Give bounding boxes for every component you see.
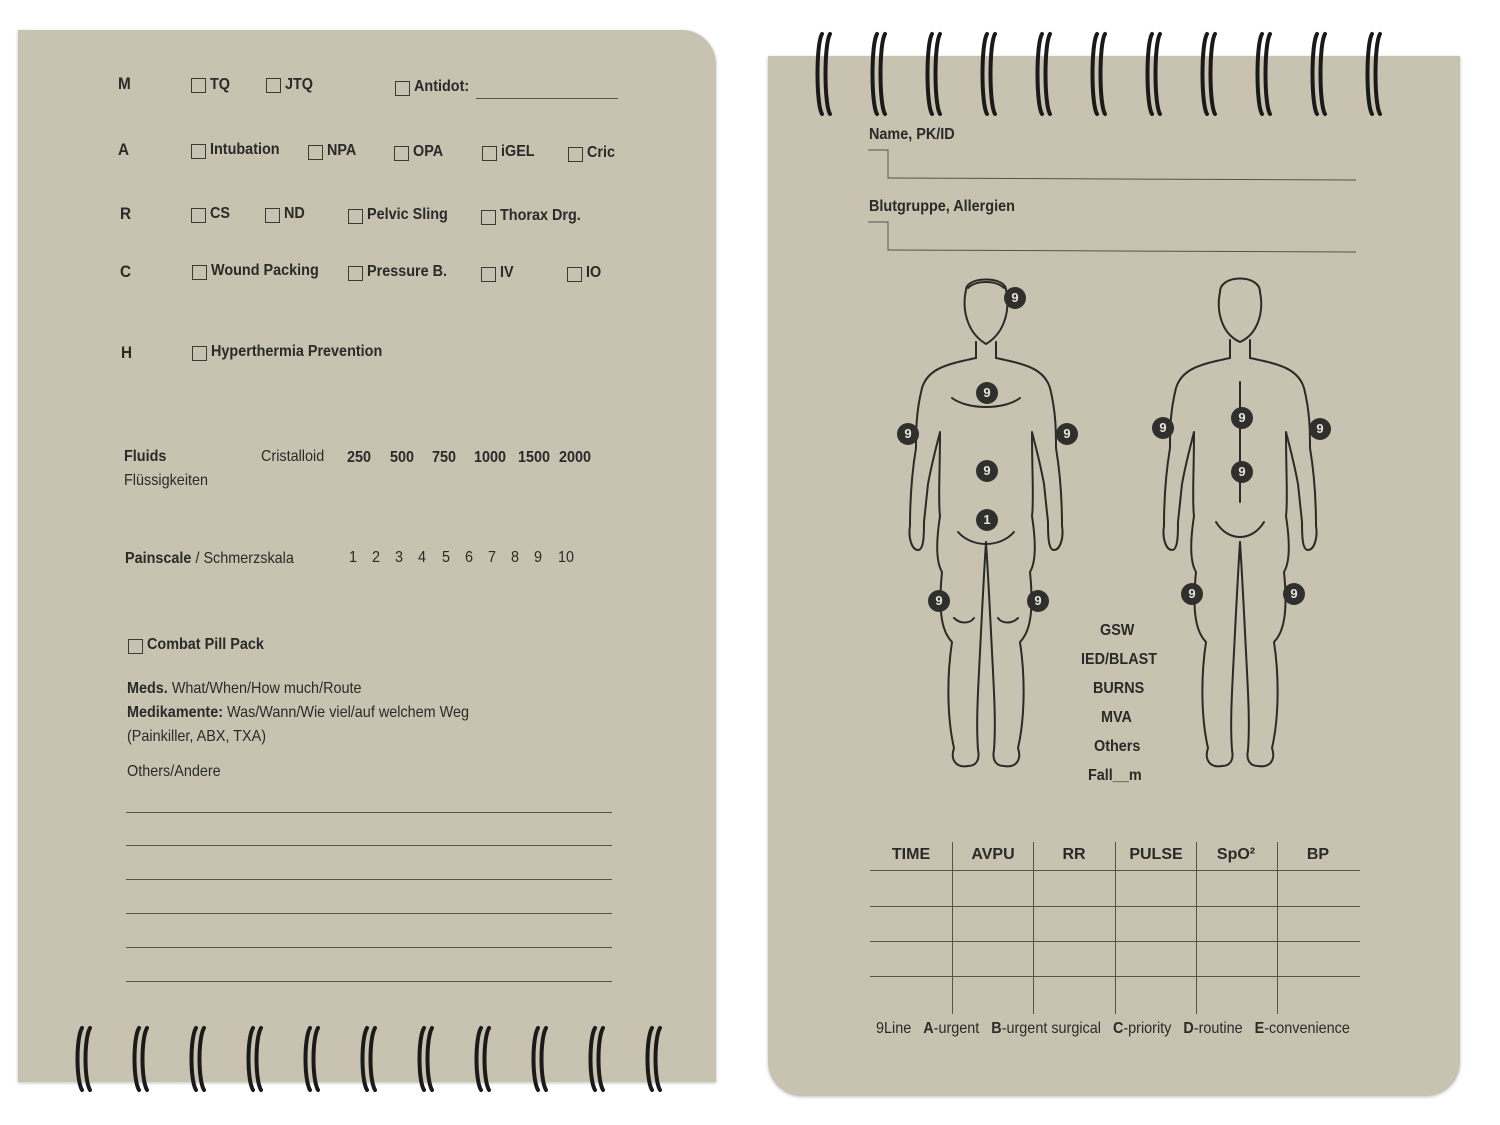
pain-value-10[interactable]: 10: [558, 549, 575, 566]
mechanism-burns[interactable]: BURNS: [1093, 680, 1145, 697]
label-tq: TQ: [210, 76, 230, 93]
marker-front-groin[interactable]: 1: [976, 509, 998, 531]
pain-value-4[interactable]: 4: [418, 549, 427, 566]
checkbox-tq[interactable]: [191, 78, 206, 93]
checkbox-io[interactable]: [567, 267, 582, 282]
meds-label-en: Meds.: [127, 680, 168, 697]
marker-back-left-thigh[interactable]: 9: [1283, 583, 1305, 605]
checkbox-opa[interactable]: [394, 146, 409, 161]
table-col-divider: [1277, 842, 1278, 1014]
fluids-subtitle: Flüssigkeiten: [124, 472, 209, 489]
checkbox-cs[interactable]: [191, 208, 206, 223]
spiral-coil: [1093, 34, 1098, 114]
table-col-divider: [1196, 842, 1197, 1014]
spiral-coil: [1266, 34, 1271, 114]
spiral-coil: [936, 34, 941, 114]
name-id-field[interactable]: [868, 148, 1358, 182]
meds-text-en: What/When/How much/Route: [171, 680, 362, 697]
spiral-coil: [192, 1028, 197, 1090]
spiral-coil: [363, 1028, 368, 1090]
meds-examples: (Painkiller, ABX, TXA): [127, 728, 266, 745]
march-letter-a: A: [118, 140, 130, 159]
label-cs: CS: [210, 205, 231, 222]
marker-back-upper[interactable]: 9: [1231, 407, 1253, 429]
write-line-5[interactable]: [126, 947, 612, 948]
write-line-2[interactable]: [126, 845, 612, 846]
spiral-coil: [485, 1028, 490, 1090]
checkbox-jtq[interactable]: [266, 78, 281, 93]
checkbox-combat-pill-pack[interactable]: [128, 639, 143, 654]
marker-front-chest[interactable]: 9: [976, 382, 998, 404]
right-notebook-page: [768, 56, 1460, 1096]
label-pelvic-sling: Pelvic Sling: [367, 206, 448, 223]
spiral-coil: [1156, 34, 1161, 114]
nine-line-key-b: B: [991, 1020, 1002, 1037]
checkbox-iv[interactable]: [481, 267, 496, 282]
checkbox-nd[interactable]: [265, 208, 280, 223]
marker-back-right-thigh[interactable]: 9: [1181, 583, 1203, 605]
checkbox-igel[interactable]: [482, 146, 497, 161]
mechanism-mva[interactable]: MVA: [1101, 709, 1132, 726]
mechanism-others[interactable]: Others: [1094, 738, 1141, 755]
mechanism-ied-blast[interactable]: IED/BLAST: [1081, 651, 1158, 668]
spiral-coil: [991, 34, 996, 114]
marker-back-right-arm[interactable]: 9: [1152, 417, 1174, 439]
nine-line-key-a: A: [923, 1020, 934, 1037]
spiral-coil: [1313, 34, 1318, 114]
painscale-separator: /: [191, 550, 204, 567]
label-io: IO: [586, 264, 602, 281]
spiral-coil: [135, 1028, 140, 1090]
meds-text-de: Was/Wann/Wie viel/auf welchem Weg: [227, 704, 469, 721]
spiral-coil: [1046, 34, 1051, 114]
right-spiral-binding: [808, 28, 1420, 124]
painscale-subtitle: Schmerzskala: [203, 550, 294, 567]
col-header-spo2: SpO²: [1216, 846, 1256, 863]
fluid-volume-750[interactable]: 750: [432, 449, 457, 466]
nine-line-text-c: -priority: [1123, 1020, 1172, 1037]
fluid-volume-1500[interactable]: 1500: [518, 449, 551, 466]
left-spiral-binding: [60, 1018, 690, 1100]
spiral-coil: [599, 1028, 604, 1090]
spiral-coil: [826, 34, 831, 114]
pain-value-3[interactable]: 3: [395, 549, 404, 566]
label-cric: Cric: [587, 144, 616, 161]
label-thorax-drg: Thorax Drg.: [500, 207, 581, 224]
pain-value-7[interactable]: 7: [488, 549, 497, 566]
mechanism-gsw[interactable]: GSW: [1100, 622, 1135, 639]
marker-front-head[interactable]: 9: [1004, 287, 1026, 309]
march-letter-h: H: [121, 343, 133, 362]
fluids-title: Fluids: [124, 448, 167, 465]
spiral-coil: [1038, 34, 1043, 114]
nine-line-key-c: C: [1112, 1020, 1124, 1037]
write-line-1[interactable]: [126, 812, 612, 813]
pain-value-8[interactable]: 8: [511, 549, 520, 566]
pain-value-5[interactable]: 5: [442, 549, 451, 566]
checkbox-npa[interactable]: [308, 145, 323, 160]
back-body-outline: [1163, 279, 1316, 767]
label-pressure-b: Pressure B.: [367, 263, 448, 280]
fluid-volume-1000[interactable]: 1000: [474, 449, 507, 466]
spiral-coil: [306, 1028, 311, 1090]
march-letter-m: M: [118, 74, 131, 93]
mechanism-fall[interactable]: Fall__m: [1088, 767, 1142, 784]
checkbox-pressure-b[interactable]: [348, 266, 363, 281]
spiral-coil: [983, 34, 988, 114]
march-letter-c: C: [120, 262, 132, 281]
label-jtq: JTQ: [285, 76, 314, 93]
label-nd: ND: [284, 205, 305, 222]
label-npa: NPA: [327, 142, 357, 159]
spiral-coil: [1148, 34, 1153, 114]
painscale-title: Painscale: [125, 550, 192, 567]
fluids-type: Cristalloid: [261, 448, 325, 465]
label-wound-packing: Wound Packing: [211, 262, 319, 279]
pain-value-9[interactable]: 9: [534, 549, 543, 566]
name-id-label: Name, PK/ID: [869, 126, 955, 143]
spiral-coil: [428, 1028, 433, 1090]
write-line-6[interactable]: [126, 981, 612, 982]
spiral-coil: [249, 1028, 254, 1090]
meds-others: Others/Andere: [127, 763, 221, 780]
spiral-coil: [1368, 34, 1373, 114]
nine-line-text-b: -urgent surgical: [1001, 1020, 1101, 1037]
pain-value-6[interactable]: 6: [465, 549, 474, 566]
spiral-coil: [648, 1028, 653, 1090]
meds-label-de: Medikamente:: [127, 704, 224, 721]
col-header-bp: BP: [1306, 846, 1330, 863]
nine-line-text-a: -urgent: [933, 1020, 980, 1037]
spiral-coil: [200, 1028, 205, 1090]
pain-value-2[interactable]: 2: [372, 549, 381, 566]
label-hyperthermia-prevention: Hyperthermia Prevention: [211, 343, 383, 360]
left-notebook-page: [18, 30, 716, 1082]
nine-line-legend: [876, 1020, 1350, 1038]
marker-front-abdomen[interactable]: 9: [976, 460, 998, 482]
painscale-label: [125, 550, 294, 568]
nine-line-text-d: -routine: [1193, 1020, 1243, 1037]
label-antidot: Antidot:: [414, 78, 470, 95]
checkbox-thorax-drg[interactable]: [481, 210, 496, 225]
spiral-coil: [542, 1028, 547, 1090]
blood-allergy-field[interactable]: [868, 220, 1358, 254]
checkbox-antidot[interactable]: [395, 81, 410, 96]
blood-allergy-label: Blutgruppe, Allergien: [869, 198, 1015, 215]
spiral-coil: [257, 1028, 262, 1090]
marker-front-right-thigh[interactable]: 9: [928, 590, 950, 612]
col-header-pulse: PULSE: [1129, 846, 1183, 863]
spiral-coil: [1258, 34, 1263, 114]
fluid-volume-250[interactable]: 250: [347, 449, 372, 466]
spiral-coil: [371, 1028, 376, 1090]
spiral-coil: [1376, 34, 1381, 114]
write-line-3[interactable]: [126, 879, 612, 880]
spiral-coil: [420, 1028, 425, 1090]
nine-line-key-d: D: [1183, 1020, 1194, 1037]
marker-front-left-arm[interactable]: 9: [1056, 423, 1078, 445]
pain-value-1[interactable]: 1: [349, 549, 358, 566]
nine-line-text-e: -convenience: [1264, 1020, 1350, 1037]
spiral-coil: [1101, 34, 1106, 114]
meds-line-en: [127, 680, 361, 698]
spiral-coil: [818, 34, 823, 114]
nine-line-key-e: E: [1254, 1020, 1265, 1037]
fluid-volume-2000[interactable]: 2000: [559, 449, 592, 466]
marker-back-lower[interactable]: 9: [1231, 461, 1253, 483]
label-combat-pill-pack: Combat Pill Pack: [147, 636, 264, 653]
label-igel: iGEL: [501, 143, 535, 160]
table-col-divider: [1033, 842, 1034, 1014]
spiral-coil: [656, 1028, 661, 1090]
fluid-volume-500[interactable]: 500: [390, 449, 415, 466]
table-col-divider: [952, 842, 953, 1014]
spiral-coil: [1203, 34, 1208, 114]
checkbox-wound-packing[interactable]: [192, 265, 207, 280]
meds-line-de: [127, 704, 469, 722]
spiral-coil: [1211, 34, 1216, 114]
label-opa: OPA: [413, 143, 444, 160]
spiral-coil: [591, 1028, 596, 1090]
antidot-write-line[interactable]: [476, 98, 618, 99]
spiral-coil: [1321, 34, 1326, 114]
table-col-divider: [1115, 842, 1116, 1014]
marker-front-right-arm[interactable]: 9: [897, 423, 919, 445]
checkbox-cric[interactable]: [568, 147, 583, 162]
nine-line-label: 9Line: [876, 1020, 912, 1037]
col-header-avpu: AVPU: [971, 846, 1015, 863]
write-line-4[interactable]: [126, 913, 612, 914]
spiral-coil: [534, 1028, 539, 1090]
spiral-coil: [78, 1028, 83, 1090]
spiral-coil: [314, 1028, 319, 1090]
spiral-coil: [881, 34, 886, 114]
spiral-coil: [86, 1028, 91, 1090]
spiral-coil: [928, 34, 933, 114]
label-iv: IV: [500, 264, 514, 281]
spiral-coil: [477, 1028, 482, 1090]
col-header-time: TIME: [891, 846, 931, 863]
marker-back-left-arm[interactable]: 9: [1309, 418, 1331, 440]
col-header-rr: RR: [1062, 846, 1086, 863]
marker-front-left-thigh[interactable]: 9: [1027, 590, 1049, 612]
march-letter-r: R: [120, 204, 132, 223]
checkbox-pelvic-sling[interactable]: [348, 209, 363, 224]
label-intubation: Intubation: [210, 141, 280, 158]
checkbox-intubation[interactable]: [191, 144, 206, 159]
checkbox-hyperthermia-prevention[interactable]: [192, 346, 207, 361]
spiral-coil: [873, 34, 878, 114]
spiral-coil: [143, 1028, 148, 1090]
